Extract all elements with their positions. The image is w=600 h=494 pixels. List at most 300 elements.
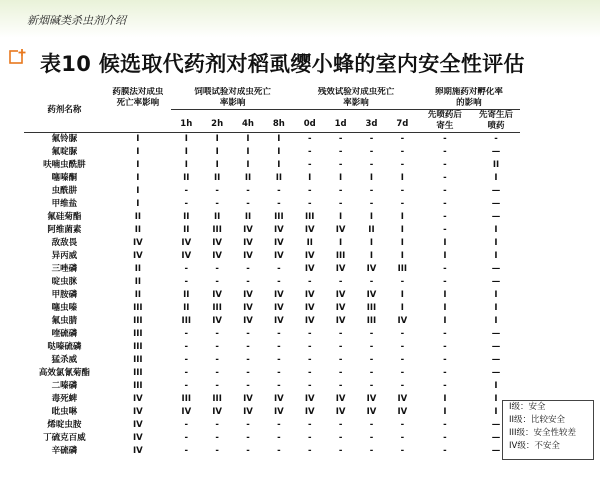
header-residue-day: 0d (294, 110, 325, 133)
rating-cell: III (397, 264, 408, 274)
table-row (24, 146, 520, 159)
rating-cell: - (338, 186, 343, 196)
rating-cell: - (307, 381, 312, 391)
header-band (0, 0, 600, 38)
rating-cell: IV (243, 290, 253, 300)
rating-cell: I (308, 173, 312, 183)
header-parasitism-before-spray: 先寄生后喷药 (472, 110, 520, 133)
table-row (24, 250, 520, 263)
rating-cell: IV (212, 290, 223, 300)
rating-cell: - (246, 355, 250, 365)
rating-cell: - (215, 264, 219, 274)
rating-cell: - (443, 134, 447, 144)
rating-cell: I (443, 290, 447, 300)
rating-cell: I (215, 160, 219, 170)
rating-cell: IV (335, 264, 346, 274)
rating-cell: IV (243, 238, 253, 248)
rating-cell: - (307, 199, 312, 209)
rating-cell: - (400, 147, 405, 157)
rating-cell: - (307, 433, 312, 443)
rating-cell: IV (212, 316, 223, 326)
rating-cell: I (494, 173, 498, 183)
rating-cell: - (338, 342, 343, 352)
table-row (24, 263, 520, 276)
rating-cell: IV (304, 264, 315, 274)
add-plus-icon (9, 48, 26, 65)
agent-name-cell: 噻嗪酮 (51, 173, 78, 183)
rating-cell: - (184, 342, 189, 352)
agent-name-cell: 啶虫脒 (51, 277, 78, 287)
rating-cell: II (134, 277, 142, 287)
rating-cell: IV (274, 290, 284, 300)
table-row (24, 328, 520, 341)
rating-cell: - (277, 368, 281, 378)
rating-cell: - (277, 381, 281, 391)
rating-cell: - (494, 134, 498, 144)
table-row (24, 198, 520, 211)
rating-cell: II (134, 264, 142, 274)
rating-cell: IV (243, 225, 253, 235)
rating-cell: I (136, 134, 140, 144)
rating-cell: II (183, 173, 190, 183)
rating-cell: IV (243, 251, 253, 261)
rating-cell: I (400, 290, 404, 300)
rating-cell: - (307, 420, 312, 430)
rating-cell: I (494, 394, 498, 404)
rating-cell: — (491, 277, 501, 287)
rating-cell: - (184, 368, 189, 378)
rating-cell: I (494, 316, 498, 326)
rating-cell: - (369, 147, 374, 157)
rating-cell: - (443, 225, 447, 235)
rating-cell: III (212, 394, 222, 404)
rating-cell: III (133, 381, 143, 391)
header-feed-time: 1h (171, 110, 202, 133)
rating-cell: IV (366, 264, 377, 274)
rating-cell: I (494, 225, 498, 235)
agent-name-cell: 敌敌畏 (51, 238, 78, 248)
rating-cell: I (246, 160, 250, 170)
rating-cell: - (277, 420, 281, 430)
table-row (24, 211, 520, 224)
table-row (24, 341, 520, 354)
rating-cell: - (184, 186, 189, 196)
rating-cell: - (338, 446, 343, 456)
rating-cell: III (133, 342, 143, 352)
rating-cell: I (215, 134, 219, 144)
rating-cell: - (277, 277, 281, 287)
rating-cell: III (133, 368, 143, 378)
rating-cell: I (400, 225, 404, 235)
agent-name-cell: 氟铃脲 (51, 134, 78, 144)
rating-cell: - (338, 433, 343, 443)
header-feed-time: 4h (233, 110, 264, 133)
table-row (24, 159, 520, 172)
agent-name-cell: 二嗪磷 (51, 381, 78, 391)
rating-cell: - (338, 329, 343, 339)
header-feeding-test: 饲喂试验对成虫死亡率影响 (171, 87, 294, 110)
rating-cell: I (494, 407, 498, 417)
rating-cell: I (339, 238, 343, 248)
table-row (24, 367, 520, 380)
rating-cell: I (400, 212, 404, 222)
rating-cell: - (369, 433, 374, 443)
rating-cell: - (307, 446, 312, 456)
rating-cell: I (277, 147, 281, 157)
rating-cell: - (246, 199, 250, 209)
rating-cell: I (443, 251, 447, 261)
rating-cell: - (307, 186, 312, 196)
rating-cell: I (443, 407, 447, 417)
rating-cell: IV (274, 407, 284, 417)
agent-name-cell: 三唑磷 (51, 264, 78, 274)
rating-cell: - (369, 446, 374, 456)
legend-item: II级：比较安全 (509, 415, 566, 425)
rating-cell: - (369, 342, 374, 352)
rating-cell: II (213, 173, 221, 183)
rating-cell: — (491, 186, 501, 196)
agent-name-cell: 甲胺磷 (51, 290, 78, 300)
rating-cell: I (136, 186, 140, 196)
table-row (24, 432, 520, 445)
rating-cell: II (492, 160, 500, 170)
rating-cell: - (215, 433, 219, 443)
rating-cell: IV (274, 238, 284, 248)
rating-cell: IV (212, 238, 223, 248)
rating-cell: I (400, 251, 404, 261)
legend-item: III级：安全性较差 (509, 428, 577, 438)
table-row (24, 237, 520, 250)
rating-cell: IV (181, 238, 192, 248)
table-row (24, 224, 520, 237)
rating-cell: - (443, 433, 447, 443)
rating-cell: I (369, 212, 374, 222)
rating-cell: III (274, 212, 284, 222)
rating-cell: I (184, 147, 188, 157)
rating-cell: - (369, 420, 374, 430)
rating-cell: I (443, 394, 447, 404)
rating-cell: - (277, 264, 281, 274)
rating-cell: - (246, 420, 250, 430)
rating-cell: - (338, 147, 343, 157)
rating-cell: II (134, 290, 142, 300)
rating-cell: IV (397, 407, 408, 417)
rating-cell: III (212, 303, 222, 313)
rating-cell: - (338, 199, 343, 209)
agent-name-cell: 辛硫磷 (51, 446, 78, 456)
table-row (24, 354, 520, 367)
legend-item: IV级：不安全 (509, 441, 560, 451)
agent-name-cell: 噻虫嗪 (51, 303, 78, 313)
agent-name-cell: 丁硫克百威 (43, 433, 86, 443)
rating-cell: I (369, 173, 374, 183)
rating-cell: IV (212, 251, 223, 261)
rating-cell: - (246, 277, 250, 287)
rating-cell: IV (181, 251, 192, 261)
safety-table (24, 87, 520, 458)
rating-cell: IV (304, 251, 315, 261)
rating-cell: - (307, 355, 312, 365)
rating-cell: IV (274, 303, 284, 313)
agent-name-cell: 异丙威 (51, 251, 78, 261)
header-feed-time: 2h (202, 110, 233, 133)
rating-cell: - (400, 368, 405, 378)
rating-cell: - (400, 446, 405, 456)
rating-cell: — (491, 199, 501, 209)
agent-name-cell: 阿维菌素 (47, 225, 82, 235)
rating-cell: II (275, 173, 283, 183)
rating-cell: II (183, 225, 190, 235)
rating-cell: - (369, 368, 374, 378)
rating-cell: - (246, 186, 250, 196)
rating-cell: - (338, 381, 343, 391)
rating-cell: - (400, 199, 405, 209)
rating-cell: - (400, 342, 405, 352)
rating-cell: IV (366, 407, 377, 417)
rating-cell: IV (335, 303, 346, 313)
rating-cell: I (494, 381, 498, 391)
rating-cell: - (338, 160, 343, 170)
rating-cell: - (184, 420, 189, 430)
rating-cell: IV (243, 316, 253, 326)
rating-cell: I (494, 251, 498, 261)
rating-cell: - (443, 160, 447, 170)
rating-cell: - (443, 381, 447, 391)
rating-cell: — (491, 342, 501, 352)
rating-cell: - (307, 368, 312, 378)
rating-cell: - (307, 277, 312, 287)
rating-cell: — (491, 355, 501, 365)
agent-name-cell: 呋喃虫酰肼 (43, 160, 86, 170)
rating-cell: II (134, 212, 142, 222)
rating-cell: - (246, 368, 250, 378)
rating-cell: - (215, 355, 219, 365)
rating-cell: - (443, 342, 447, 352)
header-agent: 药剂名称 (24, 87, 105, 133)
rating-cell: I (443, 238, 447, 248)
rating-cell: IV (366, 394, 377, 404)
rating-cell: IV (274, 316, 284, 326)
rating-cell: I (494, 303, 498, 313)
safety-level-legend (502, 400, 594, 460)
rating-cell: - (246, 329, 250, 339)
rating-cell: - (443, 446, 447, 456)
agent-name-cell: 猛杀威 (51, 355, 78, 365)
rating-cell: IV (304, 407, 315, 417)
header-egg-stage: 卵期施药对孵化率的影响 (418, 87, 520, 110)
rating-cell: IV (132, 238, 143, 248)
rating-cell: - (307, 160, 312, 170)
rating-cell: IV (366, 290, 377, 300)
rating-cell: II (183, 303, 190, 313)
rating-cell: — (491, 212, 501, 222)
rating-cell: - (369, 160, 374, 170)
rating-cell: — (491, 446, 501, 456)
rating-cell: IV (397, 394, 408, 404)
rating-cell: - (277, 199, 281, 209)
safety-table-container (24, 87, 520, 458)
rating-cell: IV (335, 225, 346, 235)
rating-cell: IV (274, 251, 284, 261)
rating-cell: III (133, 303, 143, 313)
rating-cell: III (181, 316, 192, 326)
rating-cell: - (184, 329, 189, 339)
agent-name-cell: 毒死蜱 (51, 394, 78, 404)
rating-cell: II (183, 212, 190, 222)
rating-cell: II (368, 225, 375, 235)
rating-cell: III (366, 303, 377, 313)
rating-cell: - (443, 173, 447, 183)
agent-name-cell: 吡虫啉 (51, 407, 78, 417)
rating-cell: - (338, 134, 343, 144)
agent-name-cell: 氟虫腈 (51, 316, 78, 326)
rating-cell: - (184, 446, 189, 456)
rating-cell: - (277, 433, 281, 443)
rating-cell: II (134, 225, 142, 235)
rating-cell: - (400, 381, 405, 391)
rating-cell: - (443, 264, 447, 274)
table-row (24, 380, 520, 393)
rating-cell: II (244, 212, 252, 222)
rating-cell: IV (304, 394, 315, 404)
rating-cell: II (306, 238, 313, 248)
rating-cell: III (181, 394, 192, 404)
rating-cell: III (133, 329, 143, 339)
header-feed-time: 8h (263, 110, 294, 133)
rating-cell: IV (132, 420, 143, 430)
table-row (24, 315, 520, 328)
rating-cell: IV (132, 394, 143, 404)
header-film-method: 药膜法对成虫死亡率影响 (105, 87, 171, 133)
rating-cell: - (184, 381, 189, 391)
header-residue-test: 残效试验对成虫死亡率影响 (294, 87, 417, 110)
rating-cell: III (304, 212, 315, 222)
rating-cell: II (183, 290, 190, 300)
rating-cell: - (215, 381, 219, 391)
rating-cell: — (491, 147, 501, 157)
table-row (24, 445, 520, 458)
rating-cell: I (246, 134, 250, 144)
rating-cell: - (400, 160, 405, 170)
rating-cell: - (338, 277, 343, 287)
rating-cell: - (400, 134, 405, 144)
table-row (24, 393, 520, 406)
rating-cell: I (494, 290, 498, 300)
rating-cell: - (369, 277, 374, 287)
rating-cell: - (307, 147, 312, 157)
rating-cell: I (443, 303, 447, 313)
rating-cell: I (339, 212, 343, 222)
rating-cell: I (184, 134, 188, 144)
rating-cell: - (400, 355, 405, 365)
rating-cell: - (246, 433, 250, 443)
rating-cell: - (215, 199, 219, 209)
rating-cell: IV (335, 316, 346, 326)
rating-cell: - (443, 277, 447, 287)
rating-cell: - (338, 420, 343, 430)
rating-cell: III (133, 316, 143, 326)
rating-cell: - (246, 342, 250, 352)
rating-cell: I (339, 173, 343, 183)
rating-cell: - (184, 264, 189, 274)
rating-cell: I (369, 238, 374, 248)
agent-name-cell: 甲维盐 (51, 199, 78, 209)
rating-cell: - (400, 420, 405, 430)
rating-cell: - (400, 329, 405, 339)
rating-cell: - (277, 329, 281, 339)
rating-cell: — (491, 368, 501, 378)
rating-cell: - (443, 186, 447, 196)
rating-cell: — (491, 420, 501, 430)
rating-cell: - (369, 186, 374, 196)
agent-name-cell: 喹硫磷 (51, 329, 78, 339)
rating-cell: IV (243, 407, 253, 417)
rating-cell: III (335, 251, 346, 261)
rating-cell: IV (274, 225, 284, 235)
table-row (24, 302, 520, 315)
rating-cell: IV (304, 316, 315, 326)
rating-cell: I (277, 160, 281, 170)
table-row (24, 406, 520, 419)
rating-cell: II (244, 173, 252, 183)
rating-cell: - (184, 199, 189, 209)
rating-cell: - (443, 147, 447, 157)
agent-name-cell: 虫酰肼 (51, 186, 78, 196)
rating-cell: - (246, 381, 250, 391)
table-row (24, 133, 520, 147)
rating-cell: IV (181, 407, 192, 417)
rating-cell: - (443, 199, 447, 209)
rating-cell: - (215, 342, 219, 352)
rating-cell: IV (397, 316, 408, 326)
rating-cell: IV (304, 290, 315, 300)
rating-cell: - (443, 355, 447, 365)
rating-cell: - (369, 381, 374, 391)
rating-cell: - (443, 212, 447, 222)
slide-title: 表10 候选取代药剂对稻虱缨小蜂的室内安全性评估 (40, 52, 525, 76)
rating-cell: III (366, 316, 377, 326)
rating-cell: - (307, 134, 312, 144)
rating-cell: - (443, 368, 447, 378)
rating-cell: - (443, 420, 447, 430)
header-spray-before-parasitism: 先喷药后寄生 (418, 110, 472, 133)
rating-cell: I (136, 173, 140, 183)
rating-cell: - (369, 355, 374, 365)
rating-cell: I (277, 134, 281, 144)
rating-cell: IV (335, 407, 346, 417)
header-residue-day: 7d (387, 110, 418, 133)
rating-cell: - (184, 355, 189, 365)
rating-cell: - (307, 329, 312, 339)
rating-cell: III (133, 355, 143, 365)
rating-cell: — (491, 329, 501, 339)
rating-cell: - (246, 264, 250, 274)
rating-cell: - (338, 355, 343, 365)
rating-cell: I (136, 160, 140, 170)
rating-cell: - (215, 446, 219, 456)
table-row (24, 276, 520, 289)
rating-cell: - (369, 134, 374, 144)
rating-cell: - (246, 446, 250, 456)
rating-cell: IV (304, 303, 315, 313)
table-row (24, 419, 520, 432)
rating-cell: - (215, 186, 219, 196)
rating-cell: - (400, 433, 405, 443)
table-row (24, 185, 520, 198)
rating-cell: IV (132, 407, 143, 417)
rating-cell: IV (243, 303, 253, 313)
header-residue-day: 3d (356, 110, 387, 133)
